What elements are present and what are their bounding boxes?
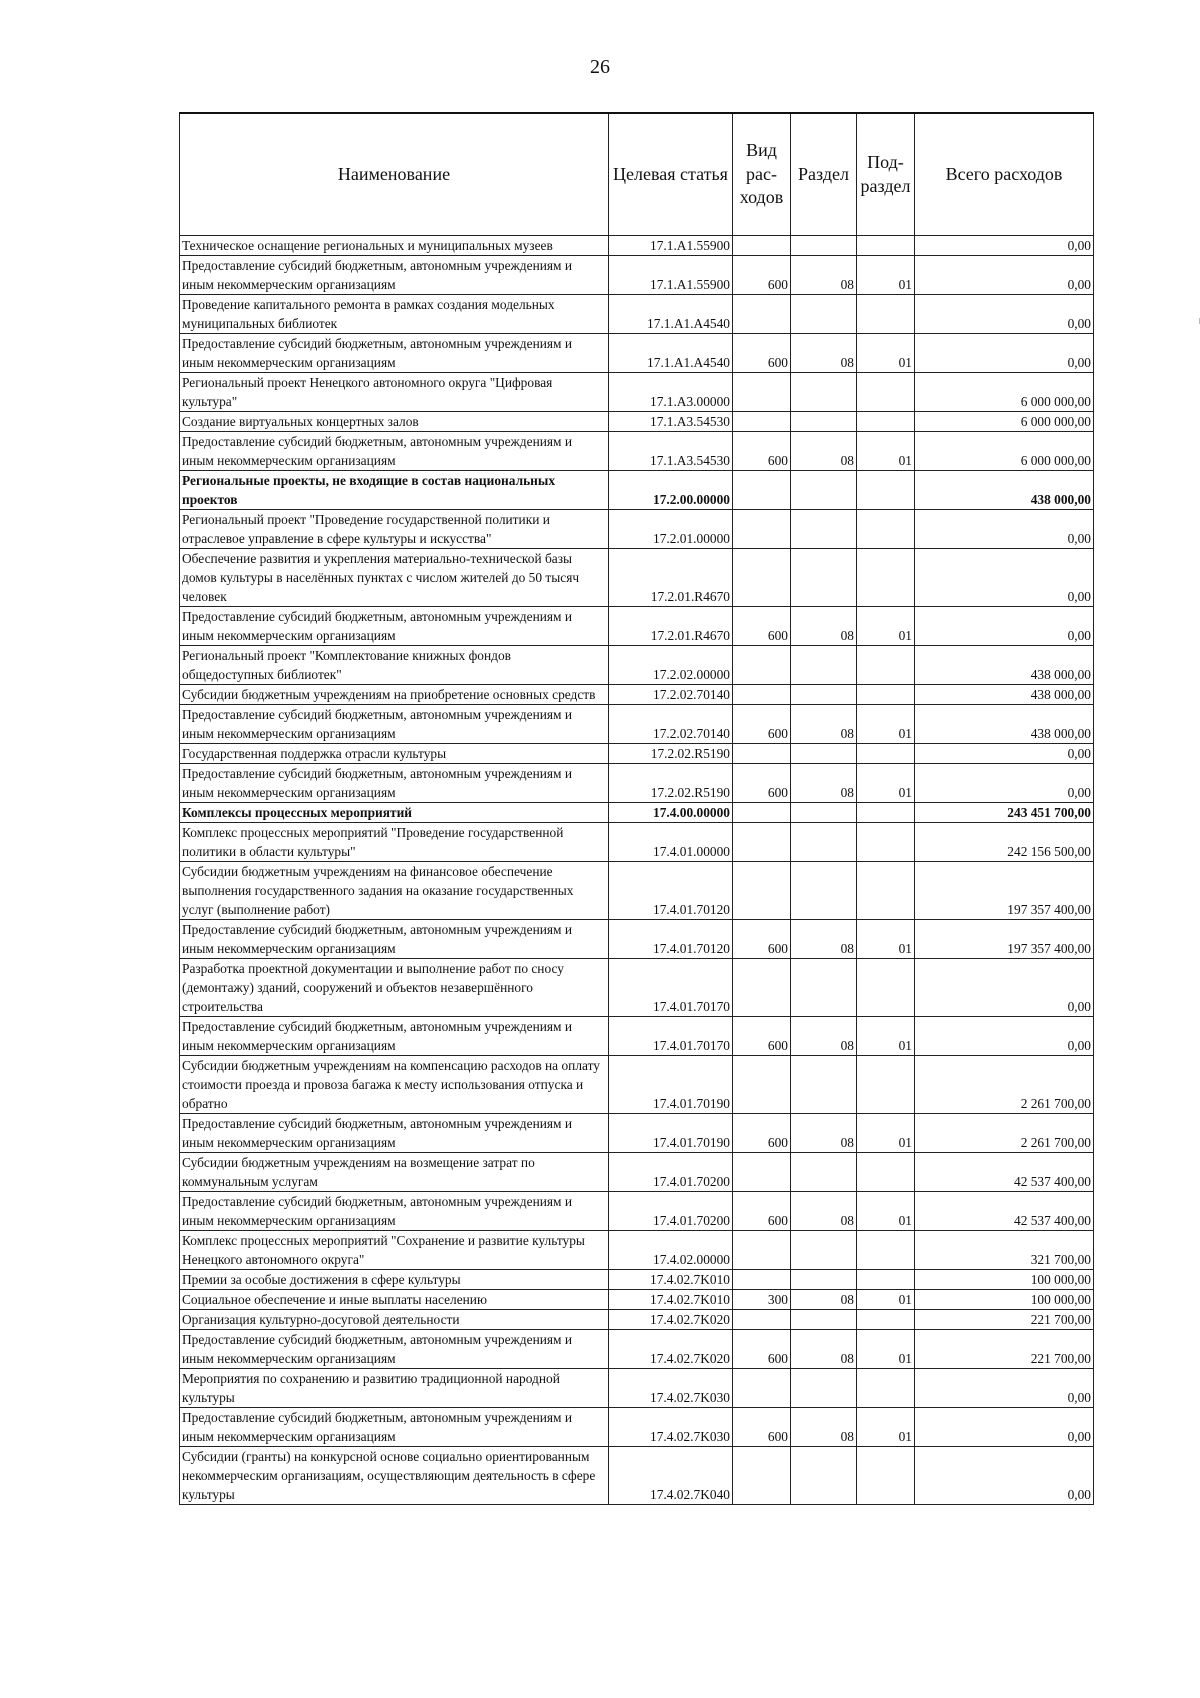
cell-subsection: 01 [857,432,915,471]
cell-expense-kind [733,1369,791,1408]
table-row [180,1408,1094,1447]
cell-subsection: 01 [857,1290,915,1310]
cell-target-article: 17.4.02.7K020 [609,1310,733,1330]
cell-subsection [857,236,915,256]
table-row [180,1270,1094,1290]
cell-name: Предоставление субсидий бюджетным, автономным учреждениям и иным некоммерческим организациям [180,705,609,744]
cell-total: 0,00 [915,236,1094,256]
table-row [180,432,1094,471]
cell-subsection [857,744,915,764]
cell-target-article: 17.1.A3.54530 [609,432,733,471]
cell-subsection [857,1056,915,1114]
cell-total: 0,00 [915,764,1094,803]
cell-target-article: 17.1.A1.55900 [609,256,733,295]
table-row [180,685,1094,705]
cell-target-article: 17.1.A3.00000 [609,373,733,412]
cell-expense-kind [733,373,791,412]
cell-name: Субсидии бюджетным учреждениям на возмещение затрат по коммунальным услугам [180,1153,609,1192]
cell-section [791,1369,857,1408]
cell-name: Государственная поддержка отрасли культуры [180,744,609,764]
cell-total: 438 000,00 [915,705,1094,744]
cell-subsection: 01 [857,1408,915,1447]
cell-name: Региональный проект "Проведение государственной политики и отраслевое управление в сфере культуры и искусства" [180,510,609,549]
cell-section [791,1447,857,1505]
cell-section [791,862,857,920]
cell-target-article: 17.2.02.00000 [609,646,733,685]
cell-expense-kind [733,744,791,764]
cell-total: 2 261 700,00 [915,1114,1094,1153]
cell-name: Предоставление субсидий бюджетным, автономным учреждениям и иным некоммерческим организациям [180,256,609,295]
cell-name: Предоставление субсидий бюджетным, автономным учреждениям и иным некоммерческим организациям [180,607,609,646]
cell-total: 42 537 400,00 [915,1153,1094,1192]
cell-subsection: 01 [857,705,915,744]
table-row [180,1369,1094,1408]
cell-target-article: 17.4.01.70190 [609,1114,733,1153]
cell-section [791,959,857,1017]
cell-subsection [857,1153,915,1192]
cell-section: 08 [791,607,857,646]
cell-target-article: 17.2.02.70140 [609,685,733,705]
cell-name: Предоставление субсидий бюджетным, автономным учреждениям и иным некоммерческим организациям [180,1114,609,1153]
cell-total: 438 000,00 [915,685,1094,705]
cell-section [791,471,857,510]
cell-total: 321 700,00 [915,1231,1094,1270]
table-row [180,510,1094,549]
cell-section [791,236,857,256]
cell-total: 0,00 [915,607,1094,646]
cell-total: 197 357 400,00 [915,920,1094,959]
cell-section: 08 [791,764,857,803]
cell-total: 42 537 400,00 [915,1192,1094,1231]
cell-name: Региональные проекты, не входящие в состав национальных проектов [180,471,609,510]
table-row [180,1447,1094,1505]
cell-section: 08 [791,1017,857,1056]
cell-target-article: 17.4.01.70120 [609,862,733,920]
page-number: 26 [590,56,610,78]
table-row [180,1017,1094,1056]
cell-section [791,373,857,412]
table-row [180,1192,1094,1231]
header-section: Раздел [791,113,857,236]
cell-total: 243 451 700,00 [915,803,1094,823]
cell-total: 0,00 [915,334,1094,373]
cell-total: 0,00 [915,1369,1094,1408]
cell-name: Региональный проект Ненецкого автономного округа "Цифровая культура" [180,373,609,412]
cell-expense-kind [733,1447,791,1505]
cell-section [791,803,857,823]
cell-expense-kind: 600 [733,1017,791,1056]
table-body [180,236,1094,1505]
cell-target-article: 17.2.02.R5190 [609,744,733,764]
cell-target-article: 17.1.A1.55900 [609,236,733,256]
cell-expense-kind [733,646,791,685]
cell-expense-kind: 600 [733,1408,791,1447]
cell-expense-kind: 600 [733,705,791,744]
cell-section: 08 [791,1192,857,1231]
cell-section: 08 [791,1408,857,1447]
cell-subsection [857,823,915,862]
header-name: Наименование [180,113,609,236]
cell-total: 0,00 [915,959,1094,1017]
cell-subsection: 01 [857,1192,915,1231]
cell-target-article: 17.1.A1.A4540 [609,295,733,334]
cell-expense-kind [733,1153,791,1192]
cell-name: Проведение капитального ремонта в рамках создания модельных муниципальных библиотек [180,295,609,334]
cell-target-article: 17.2.01.R4670 [609,549,733,607]
cell-expense-kind [733,862,791,920]
cell-name: Предоставление субсидий бюджетным, автономным учреждениям и иным некоммерческим организациям [180,1017,609,1056]
cell-subsection [857,1447,915,1505]
cell-subsection: 01 [857,334,915,373]
cell-name: Премии за особые достижения в сфере культуры [180,1270,609,1290]
cell-name: Организация культурно-досуговой деятельности [180,1310,609,1330]
cell-total: 438 000,00 [915,471,1094,510]
cell-expense-kind [733,1310,791,1330]
cell-total: 438 000,00 [915,646,1094,685]
cell-target-article: 17.2.01.00000 [609,510,733,549]
table-row [180,1330,1094,1369]
cell-target-article: 17.4.01.70200 [609,1153,733,1192]
cell-total: 0,00 [915,295,1094,334]
cell-total: 2 261 700,00 [915,1056,1094,1114]
cell-subsection: 01 [857,764,915,803]
cell-name: Предоставление субсидий бюджетным, автономным учреждениям и иным некоммерческим организациям [180,920,609,959]
cell-total: 0,00 [915,256,1094,295]
cell-expense-kind [733,295,791,334]
cell-target-article: 17.2.01.R4670 [609,607,733,646]
cell-subsection: 01 [857,256,915,295]
table-row [180,1290,1094,1310]
cell-name: Субсидии бюджетным учреждениям на финансовое обеспечение выполнения государственного задания на оказание государственных услуг (выполнение работ) [180,862,609,920]
cell-expense-kind [733,1270,791,1290]
cell-target-article: 17.2.02.R5190 [609,764,733,803]
table-row [180,256,1094,295]
cell-name: Техническое оснащение региональных и муниципальных музеев [180,236,609,256]
cell-name: Комплексы процессных мероприятий [180,803,609,823]
cell-section: 08 [791,1330,857,1369]
cell-subsection [857,1369,915,1408]
cell-subsection [857,803,915,823]
cell-total: 221 700,00 [915,1330,1094,1369]
cell-expense-kind: 600 [733,1192,791,1231]
cell-subsection [857,685,915,705]
table-row [180,744,1094,764]
cell-total: 100 000,00 [915,1270,1094,1290]
cell-expense-kind [733,510,791,549]
cell-name: Предоставление субсидий бюджетным, автономным учреждениям и иным некоммерческим организациям [180,764,609,803]
cell-expense-kind: 600 [733,920,791,959]
cell-expense-kind [733,236,791,256]
cell-name: Субсидии бюджетным учреждениям на компенсацию расходов на оплату стоимости проезда и провоза багажа к месту использования отпуска и обратно [180,1056,609,1114]
table-row [180,236,1094,256]
cell-total: 0,00 [915,1408,1094,1447]
table-row [180,1310,1094,1330]
cell-expense-kind [733,959,791,1017]
cell-section [791,510,857,549]
cell-subsection [857,295,915,334]
cell-total: 242 156 500,00 [915,823,1094,862]
cell-target-article: 17.1.A3.54530 [609,412,733,432]
cell-name: Обеспечение развития и укрепления материально-технической базы домов культуры в населённых пунктах с числом жителей до 50 тысяч человек [180,549,609,607]
cell-subsection: 01 [857,1017,915,1056]
cell-section: 08 [791,1114,857,1153]
cell-total: 0,00 [915,744,1094,764]
cell-total: 0,00 [915,1447,1094,1505]
header-expense-kind: Вид рас- ходов [733,113,791,236]
cell-name: Предоставление субсидий бюджетным, автономным учреждениям и иным некоммерческим организациям [180,432,609,471]
cell-section: 08 [791,705,857,744]
header-subsection: Под- раздел [857,113,915,236]
table-row [180,803,1094,823]
cell-expense-kind: 600 [733,256,791,295]
cell-expense-kind [733,823,791,862]
cell-section [791,549,857,607]
cell-section [791,1310,857,1330]
cell-total: 197 357 400,00 [915,862,1094,920]
cell-expense-kind: 600 [733,334,791,373]
cell-expense-kind [733,549,791,607]
cell-subsection [857,510,915,549]
table-row [180,607,1094,646]
cell-name: Предоставление субсидий бюджетным, автономным учреждениям и иным некоммерческим организациям [180,1192,609,1231]
cell-target-article: 17.4.02.7K030 [609,1369,733,1408]
table-row [180,646,1094,685]
table-row [180,705,1094,744]
cell-subsection: 01 [857,607,915,646]
cell-name: Социальное обеспечение и иные выплаты населению [180,1290,609,1310]
cell-total: 6 000 000,00 [915,432,1094,471]
cell-subsection [857,646,915,685]
cell-section [791,823,857,862]
cell-section: 08 [791,1290,857,1310]
cell-target-article: 17.4.01.70170 [609,1017,733,1056]
cell-expense-kind: 300 [733,1290,791,1310]
cell-total: 6 000 000,00 [915,373,1094,412]
cell-target-article: 17.4.01.70170 [609,959,733,1017]
cell-target-article: 17.4.02.7K030 [609,1408,733,1447]
cell-expense-kind: 600 [733,764,791,803]
table-row [180,959,1094,1017]
cell-total: 0,00 [915,549,1094,607]
cell-expense-kind [733,412,791,432]
cell-section: 08 [791,334,857,373]
cell-expense-kind: 600 [733,607,791,646]
cell-name: Региональный проект "Комплектование книжных фондов общедоступных библиотек" [180,646,609,685]
cell-total: 6 000 000,00 [915,412,1094,432]
table-row [180,373,1094,412]
cell-target-article: 17.4.02.7K010 [609,1270,733,1290]
cell-name: Субсидии (гранты) на конкурсной основе социально ориентированным некоммерческим организациям, осуществляющим деятельность в сфере культуры [180,1447,609,1505]
cell-expense-kind [733,471,791,510]
cell-subsection [857,1231,915,1270]
cell-target-article: 17.2.00.00000 [609,471,733,510]
cell-subsection [857,959,915,1017]
table-row [180,412,1094,432]
cell-subsection [857,412,915,432]
table-row [180,1153,1094,1192]
cell-section [791,744,857,764]
cell-subsection [857,1310,915,1330]
table-row [180,1231,1094,1270]
table-row [180,334,1094,373]
cell-section [791,646,857,685]
cell-target-article: 17.4.02.7K010 [609,1290,733,1310]
cell-subsection [857,373,915,412]
cell-target-article: 17.4.02.7K020 [609,1330,733,1369]
cell-target-article: 17.4.01.70190 [609,1056,733,1114]
table-row [180,295,1094,334]
cell-expense-kind: 600 [733,432,791,471]
cell-subsection [857,1270,915,1290]
cell-section [791,1056,857,1114]
cell-subsection: 01 [857,920,915,959]
cell-total: 100 000,00 [915,1290,1094,1310]
cell-target-article: 17.1.A1.A4540 [609,334,733,373]
cell-subsection: 01 [857,1114,915,1153]
cell-expense-kind: 600 [733,1114,791,1153]
cell-total: 221 700,00 [915,1310,1094,1330]
table-row [180,764,1094,803]
cell-target-article: 17.4.01.70200 [609,1192,733,1231]
table-row [180,920,1094,959]
cell-target-article: 17.4.01.00000 [609,823,733,862]
cell-target-article: 17.4.01.70120 [609,920,733,959]
cell-name: Разработка проектной документации и выполнение работ по сносу (демонтажу) зданий, сооружений и объектов незавершённого строительства [180,959,609,1017]
cell-expense-kind [733,1056,791,1114]
cell-target-article: 17.4.02.7K040 [609,1447,733,1505]
header-total: Всего расходов [915,113,1094,236]
cell-section: 08 [791,256,857,295]
table-row [180,549,1094,607]
cell-name: Предоставление субсидий бюджетным, автономным учреждениям и иным некоммерческим организациям [180,334,609,373]
cell-total: 0,00 [915,510,1094,549]
table-row [180,862,1094,920]
cell-expense-kind [733,685,791,705]
cell-section: 08 [791,432,857,471]
cell-section: 08 [791,920,857,959]
cell-section [791,685,857,705]
cell-target-article: 17.4.02.00000 [609,1231,733,1270]
cell-name: Предоставление субсидий бюджетным, автономным учреждениям и иным некоммерческим организациям [180,1330,609,1369]
table-row [180,823,1094,862]
header-target-article: Целевая статья [609,113,733,236]
cell-section [791,1270,857,1290]
cell-section [791,1231,857,1270]
cell-subsection: 01 [857,1330,915,1369]
table-row [180,1114,1094,1153]
table-header [180,113,1094,236]
cell-expense-kind [733,1231,791,1270]
cell-target-article: 17.2.02.70140 [609,705,733,744]
table-row [180,1056,1094,1114]
cell-section [791,295,857,334]
cell-target-article: 17.4.00.00000 [609,803,733,823]
cell-subsection [857,862,915,920]
cell-name: Комплекс процессных мероприятий "Проведение государственной политики в области культуры" [180,823,609,862]
cell-total: 0,00 [915,1017,1094,1056]
cell-section [791,412,857,432]
budget-table [179,112,1094,1505]
cell-expense-kind [733,803,791,823]
cell-name: Мероприятия по сохранению и развитию традиционной народной культуры [180,1369,609,1408]
cell-expense-kind: 600 [733,1330,791,1369]
cell-subsection [857,549,915,607]
cell-name: Комплекс процессных мероприятий "Сохранение и развитие культуры Ненецкого автономного округа" [180,1231,609,1270]
cell-name: Предоставление субсидий бюджетным, автономным учреждениям и иным некоммерческим организациям [180,1408,609,1447]
table-row [180,471,1094,510]
cell-subsection [857,471,915,510]
cell-name: Создание виртуальных концертных залов [180,412,609,432]
cell-name: Субсидии бюджетным учреждениям на приобретение основных средств [180,685,609,705]
cell-section [791,1153,857,1192]
